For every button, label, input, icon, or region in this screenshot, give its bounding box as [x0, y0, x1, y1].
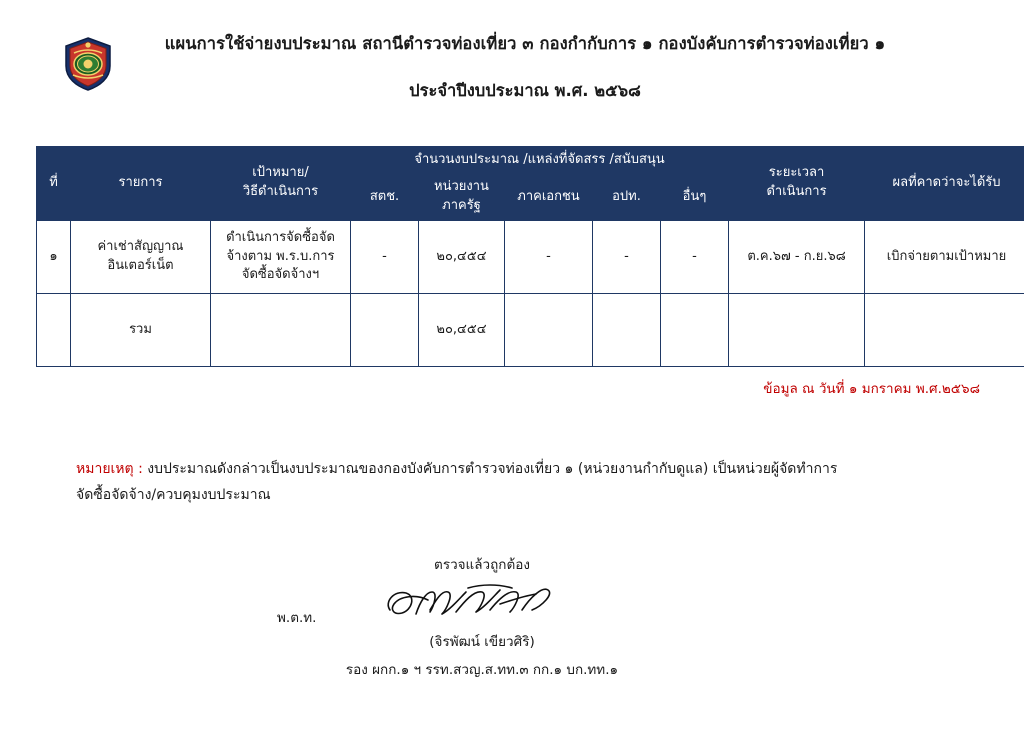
handwritten-signature-icon — [372, 580, 572, 626]
cell-period: ต.ค.๖๗ - ก.ย.๖๘ — [729, 221, 865, 294]
cell-gov: ๒๐,๔๕๔ — [419, 221, 505, 294]
signature-name: (จิรพัฒน์ เขียวศิริ) — [429, 634, 535, 651]
remark-label: หมายเหตุ : — [76, 461, 143, 478]
total-cell-other — [661, 294, 729, 367]
col-header-other: อื่นๆ — [661, 174, 729, 221]
col-header-private: ภาคเอกชน — [505, 174, 593, 221]
budget-table — [36, 146, 1024, 368]
total-cell-period — [729, 294, 865, 367]
col-header-method: เป้าหมาย/ วิธีดำเนินการ — [211, 146, 351, 221]
cell-local: - — [593, 221, 661, 294]
remark-block — [76, 457, 964, 509]
cell-sortor: - — [351, 221, 419, 294]
verified-text: ตรวจแล้วถูกต้อง — [434, 556, 530, 573]
data-as-of-date: ข้อมูล ณ วันที่ ๑ มกราคม พ.ศ.๒๕๖๘ — [763, 381, 980, 398]
cell-method: ดำเนินการจัดซื้อจัด จ้างตาม พ.ร.บ.การ จัดซื้อจัดจ้างฯ — [211, 221, 351, 294]
document-title-line2: ประจำปีงบประมาณ พ.ศ. ๒๕๖๘ — [409, 80, 641, 100]
signature-position: รอง ผกก.๑ ฯ รรท.สวญ.ส.ทท.๓ กก.๑ บก.ทท.๑ — [345, 662, 619, 679]
col-header-result: ผลที่คาดว่าจะได้รับ — [865, 146, 1024, 221]
table-body — [37, 221, 1024, 367]
remark-text-line2: จัดซื้อจัดจ้าง/ควบคุมงบประมาณ — [76, 486, 271, 503]
table-total-row — [37, 294, 1024, 367]
total-cell-label: รวม — [71, 294, 211, 367]
cell-private: - — [505, 221, 593, 294]
signature-row — [0, 584, 964, 628]
header-text-block — [116, 32, 984, 104]
total-cell-gov: ๒๐,๔๕๔ — [419, 294, 505, 367]
col-header-sortor: สตช. — [351, 174, 419, 221]
col-header-gov: หน่วยงาน ภาครัฐ — [419, 174, 505, 221]
total-cell-no — [37, 294, 71, 367]
table-row — [37, 221, 1024, 294]
col-header-period: ระยะเวลา ดำเนินการ — [729, 146, 865, 221]
col-header-budget-group: จำนวนงบประมาณ /แหล่งที่จัดสรร /สนับสนุน — [351, 146, 729, 174]
budget-table-wrapper — [36, 146, 1007, 368]
cell-other: - — [661, 221, 729, 294]
cell-result: เบิกจ่ายตามเป้าหมาย — [865, 221, 1024, 294]
total-cell-method — [211, 294, 351, 367]
table-header-row-1 — [37, 146, 1024, 174]
cell-no: ๑ — [37, 221, 71, 294]
total-cell-sortor — [351, 294, 419, 367]
total-cell-private — [505, 294, 593, 367]
document-title-line1: แผนการใช้จ่ายงบประมาณ สถานีตำรวจท่องเที่ยว ๓ กองกำกับการ ๑ กองบังคับการตำรวจท่องเที่ยว ๑ — [164, 34, 886, 53]
document-header — [0, 0, 1024, 104]
cell-item: ค่าเช่าสัญญาณ อินเตอร์เน็ต — [71, 221, 211, 294]
total-cell-result — [865, 294, 1024, 367]
col-header-no: ที่ — [37, 146, 71, 221]
table-header — [37, 146, 1024, 221]
signature-block — [0, 553, 1024, 684]
total-cell-local — [593, 294, 661, 367]
col-header-local: อปท. — [593, 174, 661, 221]
signature-rank: พ.ต.ท. — [277, 610, 317, 627]
police-emblem-icon — [60, 36, 116, 92]
col-header-item: รายการ — [71, 146, 211, 221]
remark-text: งบประมาณดังกล่าวเป็นงบประมาณของกองบังคับการตำรวจท่องเที่ยว ๑ (หน่วยงานกำกับดูแล) เป็นหน่วยผู้จัดทำการ — [142, 461, 838, 478]
